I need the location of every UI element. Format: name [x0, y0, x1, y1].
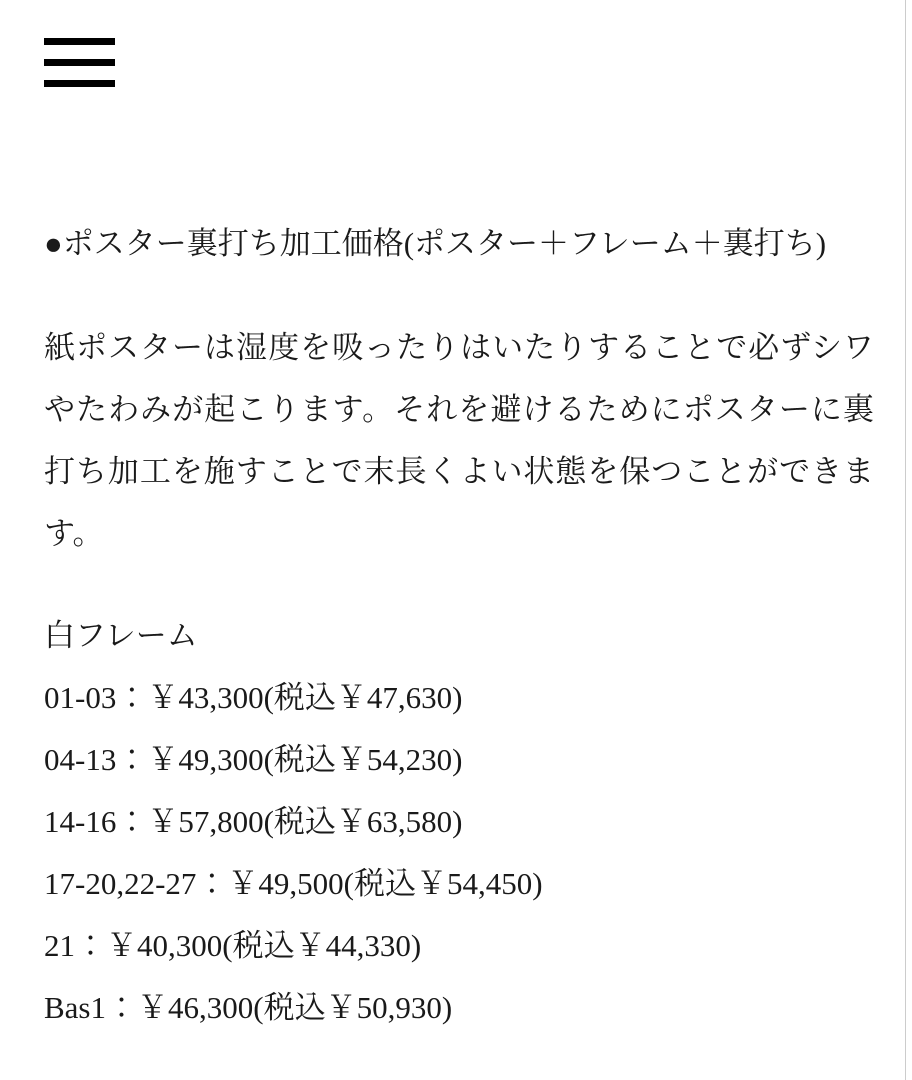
- price-size-range: 04-13: [44, 742, 117, 777]
- description-paragraph: 紙ポスターは湿度を吸ったりはいたりすることで必ずシワやたわみが起こります。それを避けるためにポスターに裏打ち加工を施すことで末長くよい状態を保つことができます。: [44, 330, 874, 551]
- price-row: [44, 915, 874, 977]
- menu-button[interactable]: [44, 38, 115, 87]
- price-tax-included: (税込￥47,630): [263, 680, 463, 715]
- price-size-range: 21: [44, 928, 75, 963]
- hamburger-menu-icon: [44, 38, 115, 87]
- price-list: [44, 605, 874, 1039]
- price-separator: ：: [116, 680, 148, 715]
- section-heading: ●ポスター裏打ち加工価格(ポスター＋フレーム＋裏打ち): [44, 226, 827, 261]
- price-amount: ￥57,800: [147, 804, 264, 839]
- price-amount: ￥46,300: [137, 990, 254, 1025]
- price-separator: ：: [106, 990, 137, 1025]
- price-separator: ：: [196, 866, 228, 901]
- price-tax-included: (税込￥63,580): [263, 804, 463, 839]
- price-amount: ￥43,300: [147, 680, 264, 715]
- menu-bar: [44, 59, 115, 66]
- price-size-range: 01-03: [44, 680, 117, 715]
- price-size-range: Bas1: [44, 990, 106, 1025]
- price-amount: ￥40,300: [106, 928, 223, 963]
- menu-bar: [44, 80, 115, 87]
- price-tax-included: (税込￥54,230): [263, 742, 463, 777]
- price-row: [44, 791, 874, 853]
- price-separator: ：: [75, 928, 106, 963]
- price-section-title: 白フレーム: [44, 618, 198, 653]
- menu-bar: [44, 38, 115, 45]
- page-right-border: [905, 0, 906, 1080]
- price-separator: ：: [116, 742, 148, 777]
- price-row: [44, 729, 874, 791]
- price-size-range: 14-16: [44, 804, 117, 839]
- price-tax-included: (税込￥44,330): [222, 928, 422, 963]
- price-row: [44, 667, 874, 729]
- price-amount: ￥49,500: [227, 866, 344, 901]
- price-separator: ：: [116, 804, 148, 839]
- price-amount: ￥49,300: [147, 742, 264, 777]
- page-header: [0, 0, 912, 87]
- main-content: [0, 213, 912, 1039]
- price-row: [44, 977, 874, 1039]
- price-tax-included: (税込￥50,930): [253, 990, 453, 1025]
- price-size-range: 17-20,22-27: [44, 866, 197, 901]
- price-row: [44, 853, 874, 915]
- price-tax-included: (税込￥54,450): [343, 866, 543, 901]
